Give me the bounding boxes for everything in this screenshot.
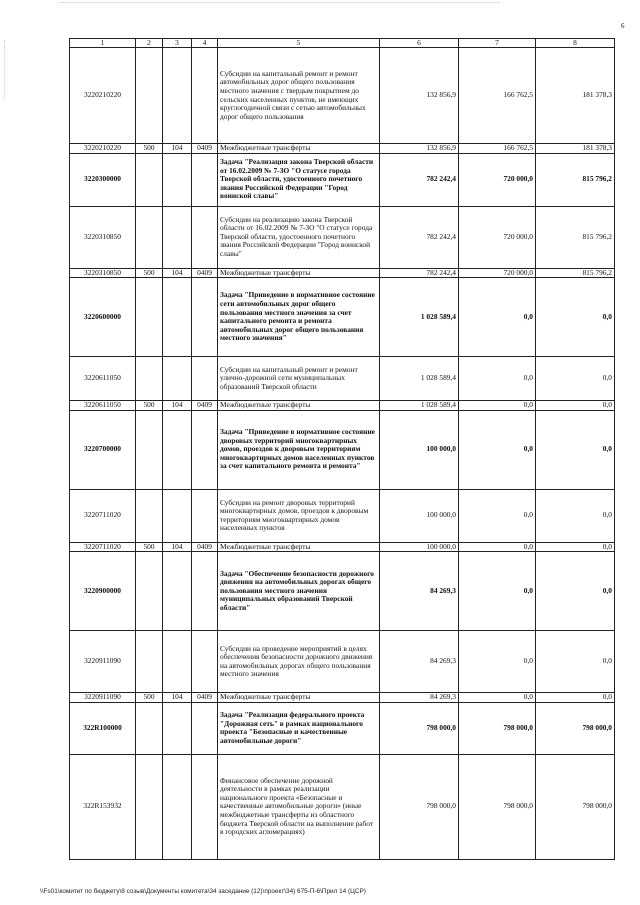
- department-code: [163, 48, 192, 144]
- file-path-footer: \\Fs01\комитет по бюджету\8 созыв\Документы комитета\34 заседание (12)\проект\34) 675-П-6\Прил 14 (ЦСР): [40, 888, 366, 895]
- section-code: [192, 410, 218, 489]
- item-name: Субсидии на ремонт дворовых территорий многоквартирных домов, проездов к дворовым территориям многоквартирных домов населенных пунктов: [218, 489, 380, 542]
- amount-year-3: 0,0: [536, 401, 615, 411]
- transfer-row: [70, 268, 615, 278]
- target-article-code: 322R100000: [70, 702, 136, 754]
- department-code: [163, 702, 192, 754]
- amount-year-1: 782 242,4: [380, 206, 459, 268]
- department-code: [163, 410, 192, 489]
- item-name: Задача "Реализация федерального проекта "Дорожная сеть" в рамках национального проекта "Безопасные и качественные автомобильные дороги": [218, 702, 380, 754]
- amount-year-2: 798 000,0: [459, 702, 536, 754]
- target-article-code: 3220310850: [70, 268, 136, 278]
- amount-year-3: 0,0: [536, 489, 615, 542]
- subsidy-row: [70, 631, 615, 693]
- item-name: Задача "Приведение в нормативное состояние дворовых территорий многоквартирных домов, проездов к дворовым территориям многоквартирных домов населенных пунктов за счет капитального ремонта и ремонта": [218, 410, 380, 489]
- amount-year-3: 0,0: [536, 410, 615, 489]
- amount-year-2: 720 000,0: [459, 268, 536, 278]
- section-code: [192, 153, 218, 206]
- amount-year-3: 815 796,2: [536, 206, 615, 268]
- target-article-code: 3220210220: [70, 144, 136, 154]
- header-cell: 7: [459, 39, 536, 48]
- department-code: [163, 153, 192, 206]
- amount-year-1: 132 856,9: [380, 48, 459, 144]
- department-code: 104: [163, 144, 192, 154]
- amount-year-1: 100 000,0: [380, 489, 459, 542]
- section-code: [192, 631, 218, 693]
- expense-type: [136, 552, 163, 631]
- amount-year-3: 0,0: [536, 631, 615, 693]
- task-row: [70, 410, 615, 489]
- target-article-code: 3220711020: [70, 489, 136, 542]
- amount-year-1: 1 028 589,4: [380, 278, 459, 357]
- expense-type: [136, 702, 163, 754]
- amount-year-3: 0,0: [536, 552, 615, 631]
- item-name: Субсидии на капитальный ремонт и ремонт автомобильных дорог общего пользования местного значения с твердым покрытием до сельских населенных пунктов, не имеющих круглогодичной связи с сетью автомобильных дорог общего пользования: [218, 48, 380, 144]
- target-article-code: 322R153932: [70, 754, 136, 859]
- transfer-row: [70, 693, 615, 703]
- subsidy-row: [70, 489, 615, 542]
- item-name: Субсидии на проведение мероприятий в целях обеспечения безопасности дорожного движения на автомобильных дорогах общего пользования местного значения: [218, 631, 380, 693]
- scan-artifact-top: [60, 2, 500, 4]
- target-article-code: 3220700000: [70, 410, 136, 489]
- expense-type: [136, 153, 163, 206]
- item-name: Задача "Реализация закона Тверской области от 16.02.2009 № 7-ЗО "О статусе города Тверской области, удостоенного почетного звания Российской Федерации "Город воинской славы": [218, 153, 380, 206]
- item-name: Задача "Приведение в нормативное состояние сети автомобильных дорог общего пользования местного значения за счет капитального ремонта и ремонта автомобильных дорог общего пользования местного значения": [218, 278, 380, 357]
- amount-year-1: 1 028 589,4: [380, 401, 459, 411]
- amount-year-3: 0,0: [536, 542, 615, 552]
- task-row: [70, 552, 615, 631]
- item-name: Межбюджетные трансферты: [218, 693, 380, 703]
- subsidy-row: [70, 754, 615, 859]
- header-cell: 3: [163, 39, 192, 48]
- amount-year-3: 181 378,3: [536, 144, 615, 154]
- target-article-code: 3220900000: [70, 552, 136, 631]
- department-code: [163, 357, 192, 401]
- amount-year-1: 100 000,0: [380, 410, 459, 489]
- expense-type: [136, 206, 163, 268]
- page-number: 6: [621, 22, 625, 30]
- amount-year-3: 181 378,3: [536, 48, 615, 144]
- amount-year-1: 84 269,3: [380, 693, 459, 703]
- amount-year-2: 166 762,5: [459, 144, 536, 154]
- item-name: Задача "Обеспечение безопасности дорожного движения на автомобильных дорогах общего пользования местного значения муниципальных образований Тверской области": [218, 552, 380, 631]
- expense-type: [136, 410, 163, 489]
- department-code: [163, 278, 192, 357]
- target-article-code: 3220711020: [70, 542, 136, 552]
- amount-year-1: 798 000,0: [380, 702, 459, 754]
- amount-year-2: 0,0: [459, 278, 536, 357]
- department-code: [163, 206, 192, 268]
- header-cell: 8: [536, 39, 615, 48]
- subsidy-row: [70, 48, 615, 144]
- target-article-code: 3220911090: [70, 693, 136, 703]
- amount-year-2: 0,0: [459, 552, 536, 631]
- item-name: Субсидии на капитальный ремонт и ремонт улично-дорожной сети муниципальных образований Тверской области: [218, 357, 380, 401]
- scan-artifact-left: [4, 40, 6, 100]
- department-code: 104: [163, 268, 192, 278]
- department-code: [163, 631, 192, 693]
- section-code: 0409: [192, 693, 218, 703]
- expense-type: 500: [136, 268, 163, 278]
- amount-year-2: 0,0: [459, 489, 536, 542]
- task-row: [70, 702, 615, 754]
- section-code: [192, 357, 218, 401]
- amount-year-1: 84 269,3: [380, 631, 459, 693]
- target-article-code: 3220611050: [70, 401, 136, 411]
- amount-year-1: 782 242,4: [380, 268, 459, 278]
- transfer-row: [70, 144, 615, 154]
- amount-year-2: 720 000,0: [459, 206, 536, 268]
- target-article-code: 3220600000: [70, 278, 136, 357]
- header-cell: 6: [380, 39, 459, 48]
- expense-type: 500: [136, 401, 163, 411]
- amount-year-3: 798 000,0: [536, 754, 615, 859]
- section-code: [192, 702, 218, 754]
- amount-year-2: 0,0: [459, 631, 536, 693]
- department-code: 104: [163, 542, 192, 552]
- header-cell: 2: [136, 39, 163, 48]
- amount-year-1: 782 242,4: [380, 153, 459, 206]
- section-code: [192, 754, 218, 859]
- amount-year-2: 0,0: [459, 401, 536, 411]
- amount-year-2: 798 000,0: [459, 754, 536, 859]
- department-code: [163, 754, 192, 859]
- expense-type: [136, 754, 163, 859]
- expense-type: [136, 278, 163, 357]
- amount-year-3: 815 796,2: [536, 268, 615, 278]
- budget-table: [69, 38, 615, 860]
- amount-year-1: 798 000,0: [380, 754, 459, 859]
- amount-year-2: 720 000,0: [459, 153, 536, 206]
- section-code: [192, 278, 218, 357]
- amount-year-3: 0,0: [536, 278, 615, 357]
- section-code: 0409: [192, 401, 218, 411]
- section-code: [192, 552, 218, 631]
- expense-type: 500: [136, 693, 163, 703]
- task-row: [70, 153, 615, 206]
- amount-year-2: 166 762,5: [459, 48, 536, 144]
- header-cell: 4: [192, 39, 218, 48]
- target-article-code: 3220210220: [70, 48, 136, 144]
- department-code: 104: [163, 693, 192, 703]
- item-name: Межбюджетные трансферты: [218, 542, 380, 552]
- header-cell: 1: [70, 39, 136, 48]
- header-cell: 5: [218, 39, 380, 48]
- amount-year-2: 0,0: [459, 410, 536, 489]
- expense-type: [136, 48, 163, 144]
- department-code: [163, 552, 192, 631]
- section-code: [192, 206, 218, 268]
- department-code: [163, 489, 192, 542]
- item-name: Субсидии на реализацию закона Тверской области от 16.02.2009 № 7-ЗО "О статусе города Тверской области, удостоенного почетного звания Российской Федерации "Город воинской славы": [218, 206, 380, 268]
- amount-year-2: 0,0: [459, 357, 536, 401]
- amount-year-3: 0,0: [536, 357, 615, 401]
- transfer-row: [70, 542, 615, 552]
- transfer-row: [70, 401, 615, 411]
- expense-type: 500: [136, 144, 163, 154]
- amount-year-1: 100 000,0: [380, 542, 459, 552]
- task-row: [70, 278, 615, 357]
- target-article-code: 3220300000: [70, 153, 136, 206]
- expense-type: 500: [136, 542, 163, 552]
- expense-type: [136, 489, 163, 542]
- item-name: Межбюджетные трансферты: [218, 401, 380, 411]
- section-code: 0409: [192, 268, 218, 278]
- target-article-code: 3220911090: [70, 631, 136, 693]
- item-name: Межбюджетные трансферты: [218, 268, 380, 278]
- amount-year-1: 132 856,9: [380, 144, 459, 154]
- section-code: 0409: [192, 144, 218, 154]
- amount-year-3: 0,0: [536, 693, 615, 703]
- section-code: [192, 489, 218, 542]
- amount-year-1: 1 028 589,4: [380, 357, 459, 401]
- amount-year-1: 84 269,3: [380, 552, 459, 631]
- department-code: 104: [163, 401, 192, 411]
- target-article-code: 3220611050: [70, 357, 136, 401]
- amount-year-2: 0,0: [459, 542, 536, 552]
- section-code: [192, 48, 218, 144]
- section-code: 0409: [192, 542, 218, 552]
- item-name: Финансовое обеспечение дорожной деятельности в рамках реализации национального проекта «Безопасные и качественные автомобильные дороги» (иные межбюджетные трансферты из областного бюджета Тверской области на выполнение работ в городских агломерациях): [218, 754, 380, 859]
- item-name: Межбюджетные трансферты: [218, 144, 380, 154]
- target-article-code: 3220310850: [70, 206, 136, 268]
- table-header-row: [70, 39, 615, 48]
- amount-year-2: 0,0: [459, 693, 536, 703]
- amount-year-3: 798 000,0: [536, 702, 615, 754]
- subsidy-row: [70, 357, 615, 401]
- expense-type: [136, 631, 163, 693]
- subsidy-row: [70, 206, 615, 268]
- amount-year-3: 815 796,2: [536, 153, 615, 206]
- expense-type: [136, 357, 163, 401]
